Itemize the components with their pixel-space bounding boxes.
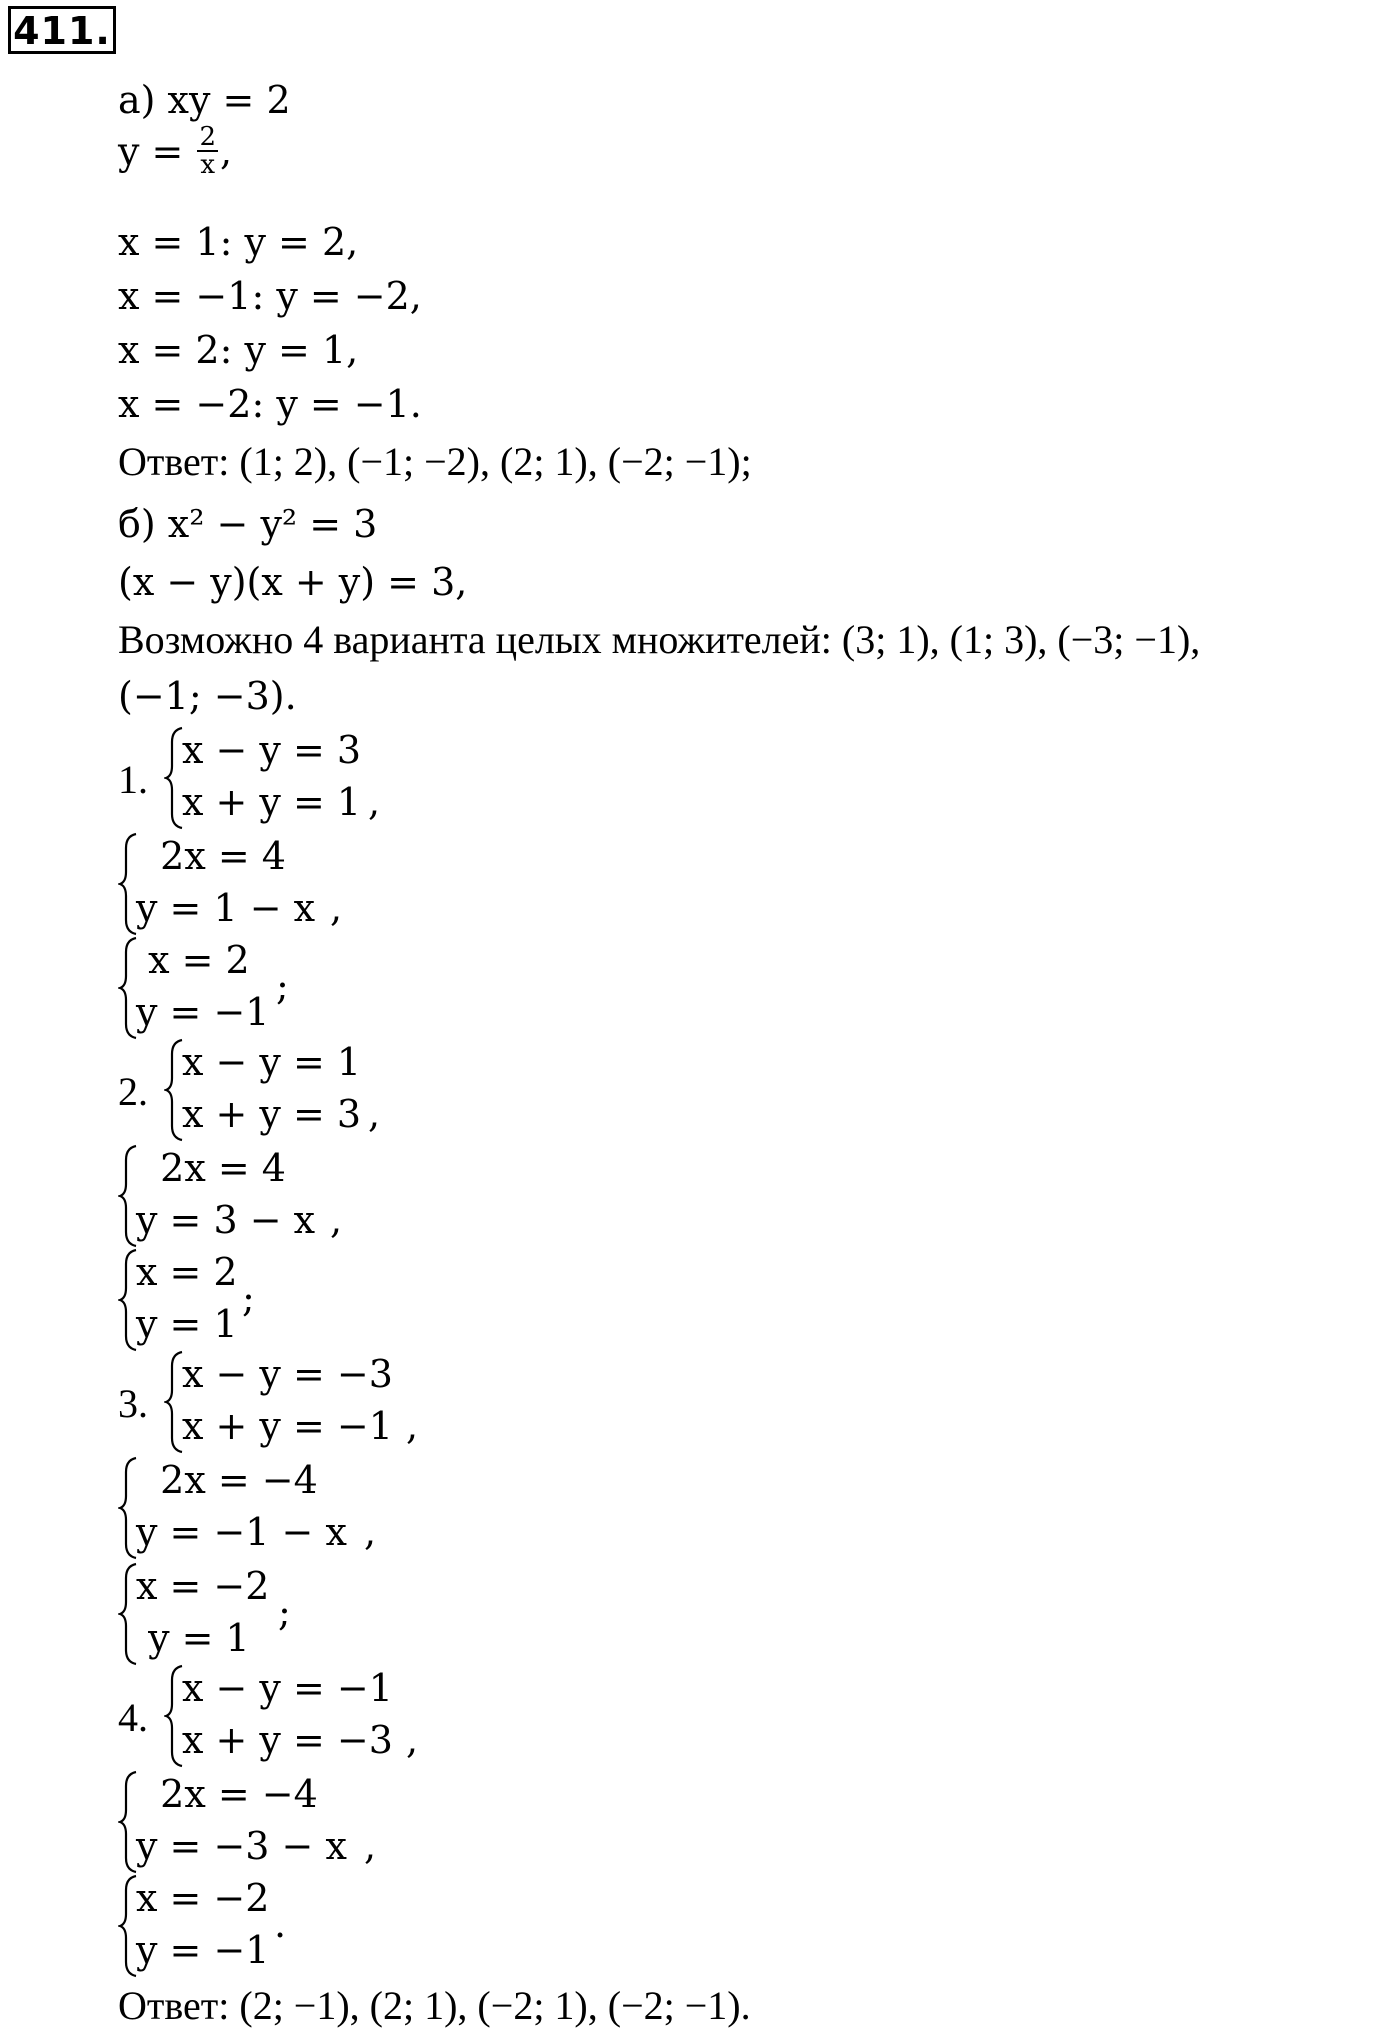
system-row: 2x = 4 — [136, 1146, 286, 1190]
system-row: y = 3 − x — [136, 1198, 316, 1242]
system-row: x = −2 — [136, 1564, 270, 1608]
system-tail: ; — [278, 1590, 291, 1634]
system-tail: , — [364, 1824, 377, 1868]
system-row: 2x = 4 — [136, 834, 286, 878]
system-row: x + y = −3 — [182, 1718, 393, 1762]
problem-number: 411. — [8, 6, 116, 54]
part-b-header: б) x² − y² = 3 — [118, 502, 378, 546]
part-a-line: x = −2: y = −1. — [118, 382, 422, 426]
system-tail: , — [368, 1092, 381, 1136]
system-tail: ; — [276, 964, 289, 1008]
system-row: y = 1 — [136, 1616, 250, 1660]
system-label: 3. — [118, 1381, 148, 1426]
system-row: x − y = −3 — [182, 1352, 393, 1396]
part-a-line: x = 2: y = 1, — [118, 328, 359, 372]
system-row: 2x = −4 — [136, 1772, 318, 1816]
system-row: 2x = −4 — [136, 1458, 318, 1502]
part-b-answer: Ответ: (2; −1), (2; 1), (−2; 1), (−2; −1). — [118, 1983, 751, 2028]
system-row: x − y = 3 — [182, 728, 362, 772]
part-a-line: x = 1: y = 2, — [118, 220, 359, 264]
variants-text: Возможно 4 варианта целых множителей: (3; 1), (1; 3), (−3; −1), — [118, 617, 1201, 662]
system-tail: , — [406, 1718, 419, 1762]
part-a-header: а) xy = 2 — [118, 78, 291, 122]
system-tail: . — [274, 1902, 287, 1946]
system-row: x = −2 — [136, 1876, 270, 1920]
system-row: x + y = 3 — [182, 1092, 362, 1136]
system-tail: , — [330, 886, 343, 930]
system-row: y = 1 — [136, 1302, 238, 1346]
system-row: y = −1 − x — [136, 1510, 347, 1554]
system-row: x = 2 — [136, 1250, 238, 1294]
variants-text-cont: (−1; −3). — [118, 674, 297, 718]
fraction-tail: , — [220, 129, 233, 174]
system-tail: , — [364, 1510, 377, 1554]
factored-equation: (x − y)(x + y) = 3, — [118, 560, 468, 604]
system-tail: , — [368, 780, 381, 824]
system-row: x − y = −1 — [182, 1666, 393, 1710]
system-tail: ; — [242, 1276, 255, 1320]
system-label: 1. — [118, 757, 148, 802]
fraction-lead: y = — [118, 129, 196, 174]
fraction-denominator: x — [200, 150, 216, 180]
part-a-line: x = −1: y = −2, — [118, 274, 422, 318]
system-tail: , — [330, 1198, 343, 1242]
system-row: x − y = 1 — [182, 1040, 362, 1084]
system-label: 4. — [118, 1695, 148, 1740]
system-row: y = −1 — [136, 990, 270, 1034]
system-label: 2. — [118, 1069, 148, 1114]
fraction — [197, 124, 218, 178]
fraction-numerator: 2 — [199, 122, 217, 152]
system-row: y = −1 — [136, 1928, 270, 1972]
part-a-answer: Ответ: (1; 2), (−1; −2), (2; 1), (−2; −1); — [118, 439, 752, 484]
system-row: x = 2 — [136, 938, 250, 982]
fraction-line — [118, 122, 233, 182]
system-row: y = −3 − x — [136, 1824, 347, 1868]
system-tail: , — [406, 1404, 419, 1448]
system-row: x + y = −1 — [182, 1404, 393, 1448]
system-row: x + y = 1 — [182, 780, 362, 824]
system-row: y = 1 − x — [136, 886, 316, 930]
